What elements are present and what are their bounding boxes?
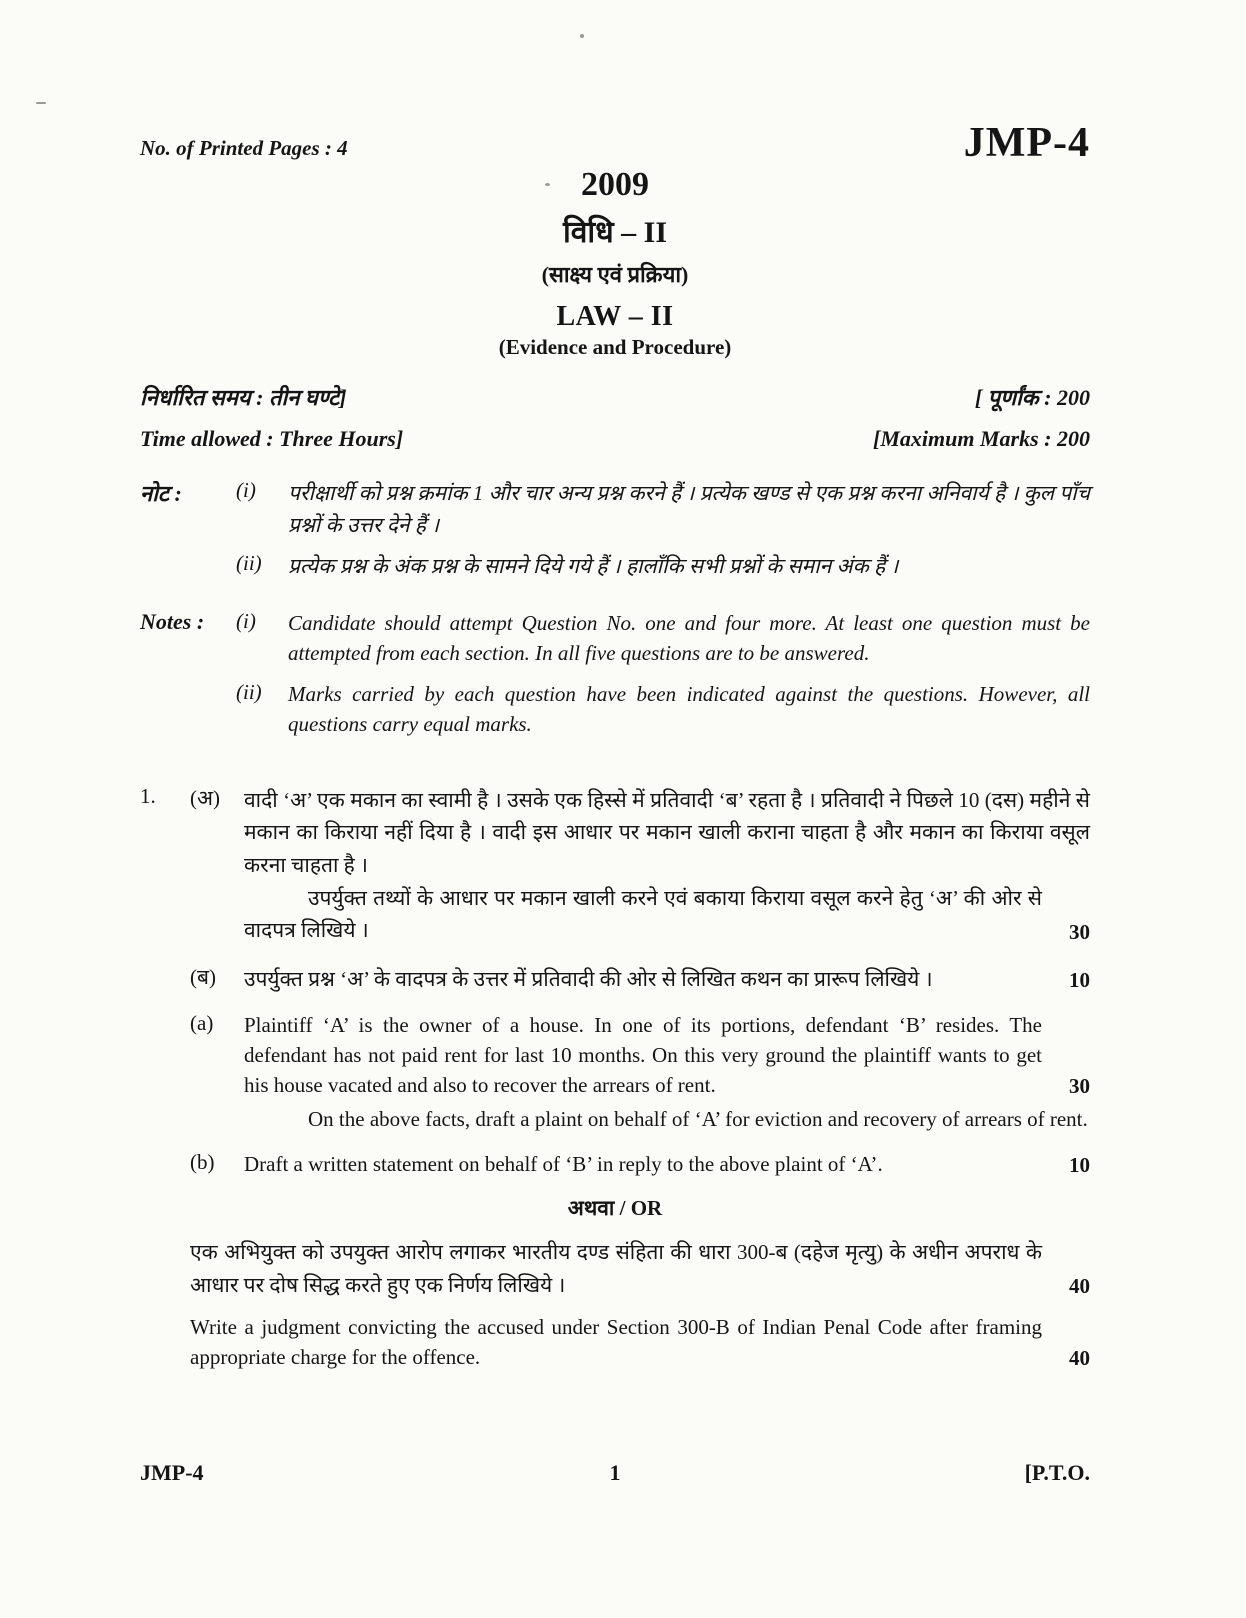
note-number: (ii) bbox=[236, 680, 262, 705]
title-english: LAW – II bbox=[556, 301, 674, 333]
note-text: प्रत्येक प्रश्न के अंक प्रश्न के सामने दिये गये हैं । हालाँकि सभी प्रश्नों के समान अंक हैं । bbox=[288, 554, 899, 579]
question-text: Draft a written statement on behalf of ‘B’ in reply to the above plaint of ‘A’. bbox=[244, 1152, 883, 1177]
subtitle-english: (Evidence and Procedure) bbox=[498, 335, 732, 360]
question-part bbox=[190, 1236, 1090, 1301]
marks-value: 10 bbox=[1069, 1153, 1090, 1178]
marks-value: 30 bbox=[1069, 919, 1090, 944]
spacer bbox=[140, 1150, 190, 1180]
max-marks-english: [Maximum Marks : 200 bbox=[873, 426, 1090, 452]
question-text: On the above facts, draft a plaint on behalf of ‘A’ for eviction and recovery of arrears of rent. bbox=[308, 1106, 1088, 1131]
notes-label-english: Notes : bbox=[140, 608, 205, 634]
marks-value: 10 bbox=[1069, 968, 1090, 993]
pto-label: [P.T.O. bbox=[1024, 1460, 1090, 1485]
note-item bbox=[140, 680, 1090, 740]
part-label: (अ) bbox=[190, 785, 221, 810]
spacer bbox=[140, 680, 236, 740]
header-row bbox=[140, 120, 1090, 166]
question-text: Write a judgment convicting the accused under Section 300-B of Indian Penal Code after framing appropriate charge for the offence. bbox=[190, 1315, 1042, 1370]
or-separator: अथवा / OR bbox=[567, 1196, 663, 1221]
note-item bbox=[140, 609, 1090, 669]
part-label: (ब) bbox=[190, 964, 216, 989]
scan-artifact bbox=[580, 34, 584, 38]
question-text: उपर्युक्त तथ्यों के आधार पर मकान खाली करने एवं बकाया किराया वसूल करने हेतु ‘अ’ की ओर से वादपत्र लिखिये । bbox=[244, 885, 1042, 943]
question-part bbox=[140, 1011, 1090, 1134]
question-text: एक अभियुक्त को उपयुक्त आरोप लगाकर भारतीय दण्ड संहिता की धारा 300-ब (दहेज मृत्यु) के अधीन अपराध के आधार पर दोष सिद्ध करते हुए एक निर्णय लिखिये । bbox=[190, 1240, 1042, 1297]
marks-value: 40 bbox=[1069, 1274, 1090, 1299]
notes-label-hindi: नोट : bbox=[140, 481, 182, 507]
time-allowed-hindi: निर्धारित समय : तीन घण्टे] bbox=[140, 385, 347, 411]
note-number: (i) bbox=[236, 478, 256, 503]
note-text: Marks carried by each question have been indicated against the questions. However, all questions carry equal marks. bbox=[288, 682, 1090, 737]
max-marks-hindi: [ पूर्णांक : 200 bbox=[974, 385, 1090, 411]
paper-code: JMP-4 bbox=[963, 120, 1090, 166]
scan-artifact bbox=[545, 183, 550, 186]
note-item bbox=[140, 551, 1090, 583]
time-allowed-english: Time allowed : Three Hours] bbox=[140, 426, 404, 452]
title-hindi: विधि – II bbox=[562, 216, 668, 250]
question-text: उपर्युक्त प्रश्न ‘अ’ के वादपत्र के उत्तर में प्रतिवादी की ओर से लिखित कथन का प्रारूप लिखिये । bbox=[244, 966, 933, 991]
question-text: Plaintiff ‘A’ is the owner of a house. In one of its portions, defendant ‘B’ resides. The defendant has not paid rent for last 10 months. On this very ground the plaintiff wants to get his house vacated and also to recover the arrears of rent. bbox=[244, 1013, 1042, 1097]
page-number: 1 bbox=[609, 1460, 621, 1485]
subtitle-hindi: (साक्ष्य एवं प्रक्रिया) bbox=[541, 262, 689, 288]
spacer bbox=[140, 1011, 190, 1134]
marks-value: 40 bbox=[1069, 1346, 1090, 1370]
question-text: वादी ‘अ’ एक मकान का स्वामी है । उसके एक हिस्से में प्रतिवादी ‘ब’ रहता है । प्रतिवादी ने पिछले 10 (दस) महीने से मकान का किराया नहीं दिया है । वादी इस आधार पर मकान खाली कराना चाहता है और मकान का किराया वसूल करना चाहता है । bbox=[244, 787, 1090, 878]
note-number: (i) bbox=[236, 608, 256, 633]
spacer bbox=[140, 551, 236, 583]
question-number: 1. bbox=[140, 783, 156, 808]
question-1 bbox=[140, 784, 1090, 1373]
scan-artifact bbox=[36, 102, 46, 104]
part-label: (b) bbox=[190, 1150, 215, 1175]
exam-year: 2009 bbox=[581, 166, 649, 204]
note-text: परीक्षार्थी को प्रश्न क्रमांक 1 और चार अन्य प्रश्न करने हैं । प्रत्येक खण्ड से एक प्रश्न करना अनिवार्य है । कुल पाँच प्रश्नों के उत्तर देने हैं । bbox=[288, 481, 1090, 537]
part-label: (a) bbox=[190, 1011, 214, 1036]
notes-english bbox=[140, 609, 1090, 740]
printed-pages-note: No. of Printed Pages : 4 bbox=[140, 136, 348, 160]
question-part bbox=[190, 1313, 1090, 1373]
note-number: (ii) bbox=[236, 551, 262, 576]
footer-paper-code: JMP-4 bbox=[140, 1460, 204, 1485]
page-footer bbox=[140, 1460, 1090, 1486]
meta-row-english bbox=[140, 426, 1090, 452]
marks-value: 30 bbox=[1069, 1073, 1090, 1098]
spacer bbox=[140, 963, 190, 996]
note-text: Candidate should attempt Question No. one and four more. At least one question must be attempted from each section. In all five questions are to be answered. bbox=[288, 610, 1090, 665]
notes-hindi bbox=[140, 478, 1090, 583]
meta-row-hindi bbox=[140, 382, 1090, 412]
question-part bbox=[140, 963, 1090, 996]
question-part bbox=[140, 784, 1090, 947]
note-item bbox=[140, 478, 1090, 541]
question-part bbox=[140, 1150, 1090, 1180]
